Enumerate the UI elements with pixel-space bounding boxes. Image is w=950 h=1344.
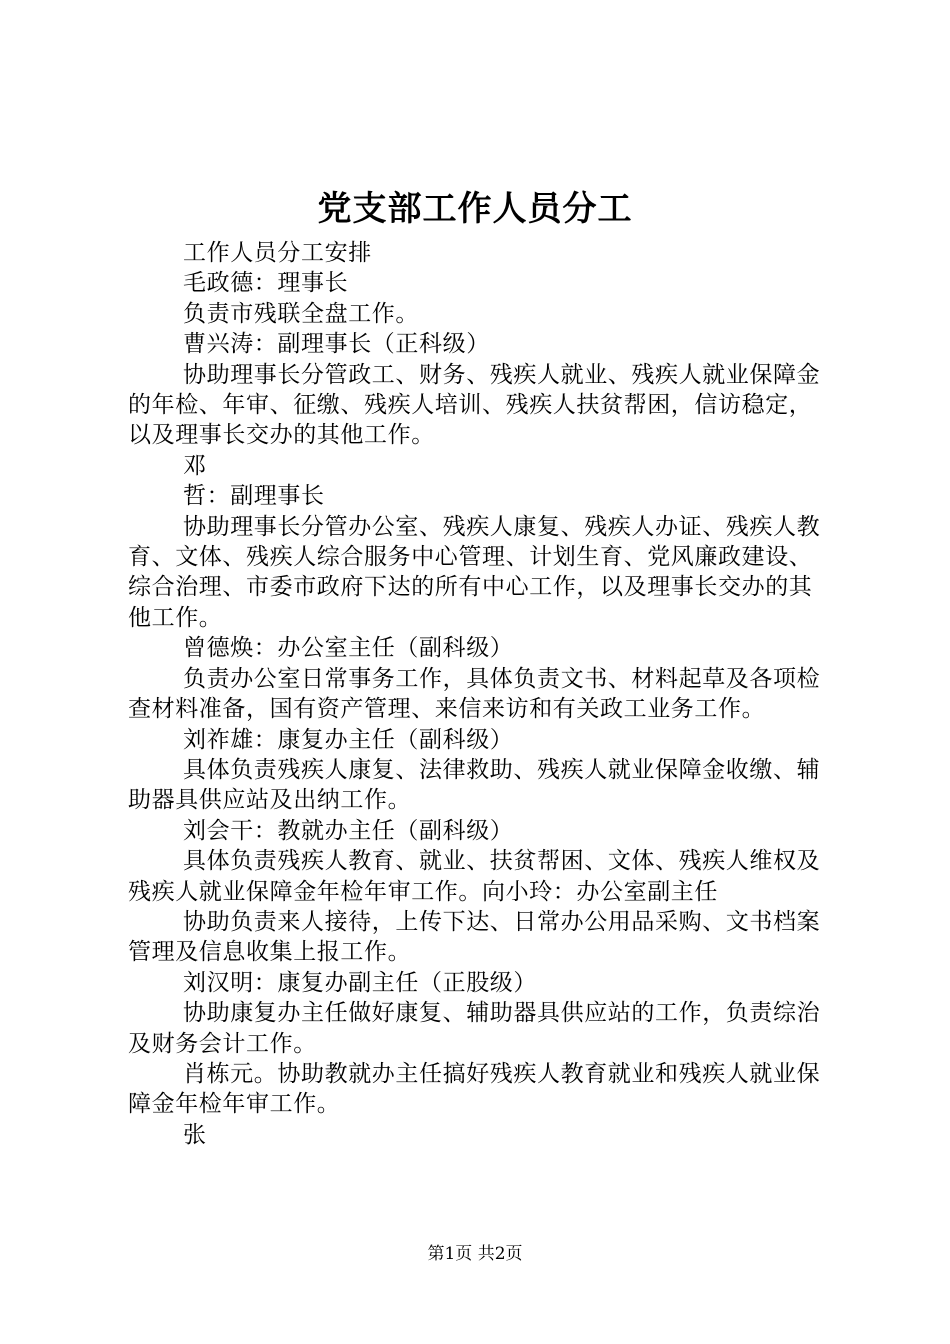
paragraph: 曹兴涛：副理事长（正科级）: [183, 331, 490, 358]
paragraph: 刘汉明：康复办副主任（正股级）: [183, 969, 537, 996]
document-body: [128, 238, 834, 1150]
paragraph: 具体负责残疾人康复、法律救助、残疾人就业保障金收缴、辅助器具供应站及出纳工作。: [128, 756, 821, 814]
paragraph: 负责市残联全盘工作。: [183, 300, 419, 327]
paragraph: 协助康复办主任做好康复、辅助器具供应站的工作，负责综治及财务会计工作。: [128, 1000, 821, 1057]
page-footer: 第1页 共2页: [427, 1244, 523, 1264]
paragraph: 哲：副理事长: [183, 483, 325, 510]
paragraph: 毛政德：理事长: [183, 270, 349, 297]
paragraph: 工作人员分工安排: [183, 240, 372, 266]
paragraph: 刘祚雄：康复办主任（副科级）: [183, 726, 514, 753]
paragraph: 负责办公室日常事务工作，具体负责文书、材料起草及各项检查材料准备，国有资产管理、来信来访和有关政工业务工作。: [128, 665, 821, 723]
paragraph: 曾德焕：办公室主任（副科级）: [183, 635, 514, 662]
paragraph: 协助理事长分管办公室、残疾人康复、残疾人办证、残疾人教育、文体、残疾人综合服务中心管理、计划生育、党风廉政建设、综合治理、市委市政府下达的所有中心工作，以及理事长交办的其他工作。: [128, 513, 821, 631]
paragraph: 协助负责来人接待，上传下达、日常办公用品采购、文书档案管理及信息收集上报工作。: [128, 908, 821, 966]
paragraph: 邓: [183, 452, 207, 479]
paragraph: 张: [183, 1121, 207, 1148]
paragraph: 协助理事长分管政工、财务、残疾人就业、残疾人就业保障金的年检、年审、征缴、残疾人培训、残疾人扶贫帮困，信访稳定，以及理事长交办的其他工作。: [128, 361, 821, 449]
paragraph: 刘会干：教就办主任（副科级）: [183, 817, 514, 844]
document-title: 党支部工作人员分工: [317, 189, 633, 229]
paragraph: 肖栋元。协助教就办主任搞好残疾人教育就业和残疾人就业保障金年检年审工作。: [128, 1060, 821, 1118]
paragraph: 具体负责残疾人教育、就业、扶贫帮困、文体、残疾人维权及残疾人就业保障金年检年审工作。向小玲：办公室副主任: [128, 848, 821, 905]
